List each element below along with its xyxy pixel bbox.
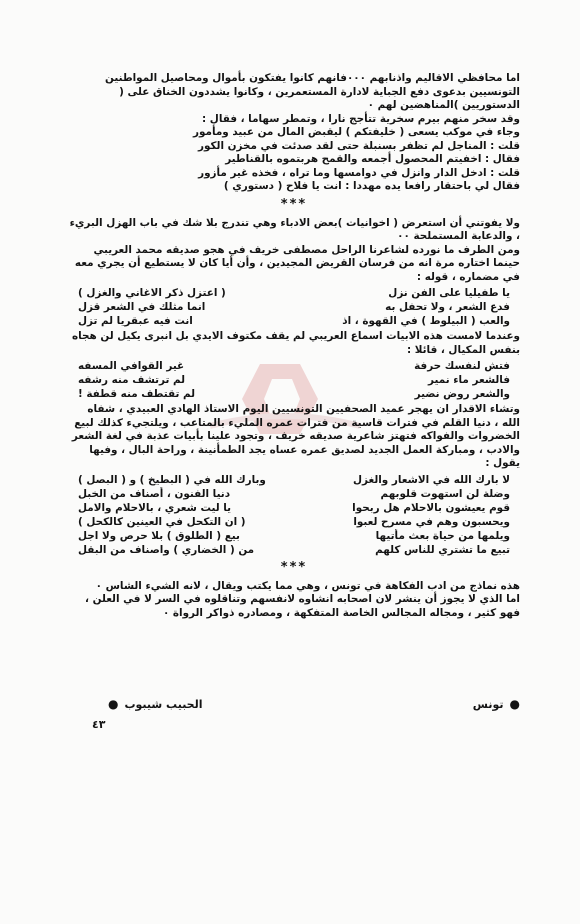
paragraph: وقد سخر منهم بيرم سخرية تتأجج نارا ، وتمطر سهاما ، فقال : — [202, 112, 520, 125]
paragraph: ومن الطرف ما نورده لشاعرنا الراحل مصطفى خريف في هجو صديقه محمد العريبي حينما اختاره مرة انه من فرسان القريض المجيدين ، وأن أيا كان لا يستطيع أن يجري معه في مضماره ، قوله : — [74, 243, 520, 283]
hemistich-first: تبيع ما تشتري للناس كلهم — [375, 543, 510, 556]
location-label: تونس — [472, 698, 504, 711]
paragraph: وجاء في موكب يسعى ( خليفتكم ) ليقبض المال من عبيد ومأمور — [193, 126, 520, 138]
hemistich-first: ويلمها من حياة بعث مأتيها — [375, 529, 510, 542]
section-separator: *** — [280, 196, 308, 212]
hemistich-first: وضلة لن استهوت قلوبهم — [380, 487, 510, 500]
paragraph: هذه نماذج من ادب الفكاهة في تونس ، وهي مما يكتب ويقال ، لانه الشيء الشاس ٠ — [95, 579, 520, 592]
hemistich-first: والشعر روض نضير — [414, 388, 510, 400]
paragraph: فقال : اخفيتم المحصول أجمعه والقمح هربتموه بالقناطير — [225, 153, 520, 165]
hemistich-first: فتش لنفسك حرفة — [414, 360, 510, 372]
hemistich-first: والعب ( البيلوط ) في القهوة ، اذ — [342, 315, 510, 327]
paragraph: قلت : المناجل لم تظفر بسنبلة حتى لقد صدئت في مخزن الكور — [198, 139, 520, 152]
paragraph: فقال لي باحتقار رافعا يده مهددا : انت يا فلاح ( دستوري ) — [223, 180, 520, 192]
section-separator: *** — [280, 559, 308, 575]
paragraph: وتشاء الاقدار ان يهجر عميد الصحفيين التونسيين اليوم الاستاذ الهادي العبيدي ، شفاه الله ، دنيا القلم في فترات قاسية من فترات عمره المليء بالمتاعب ، ويلتجيء كذلك لبيع الخضروات والفواكه فتهتز شاعرية صديقه خريف ، وتجود علينا بأبيات عذبة في لغة الشعر والادب ، ومباركة العمل الجديد لصديق عمره عساه يجد الطمأنينة ، وراحة البال ، وفيها يقول : — [71, 403, 520, 469]
hemistich-second: ( ان التكحل في العينين كالكحل ) — [78, 515, 246, 528]
hemistich-first: ويحسبون وهم في مسرح لعبوا — [353, 515, 510, 528]
hemistich-second: من ( الخضاري ) واصناف من البقل — [78, 543, 255, 556]
hemistich-second: غير القوافي المسفه — [78, 360, 185, 372]
paragraph: ولا يفوتني أن استعرض ( اخوانيات )بعض الادباء وهي تندرج بلا شك في باب الهزل البريء ، والدعابة المستملحة ٠٠ — [69, 216, 520, 242]
verse — [68, 487, 520, 501]
poem-1 — [68, 286, 520, 328]
author-name: الحبيب شيبوب — [124, 698, 203, 711]
verse — [68, 515, 520, 529]
hemistich-second: يا ليت شعري ، بالاحلام والامل — [78, 501, 232, 514]
hemistich-first: لا بارك الله في الاشعار والغزل — [353, 473, 510, 486]
hemistich-first: فدع الشعر ، ولا تحفل به — [385, 301, 510, 313]
verse — [68, 387, 520, 401]
bullet-icon: ● — [509, 697, 520, 711]
hemistich-second: لم ترتشف منه رشفه — [78, 374, 186, 386]
hemistich-second: ( اعتزل ذكر الاغاني والغزل ) — [78, 287, 226, 299]
verse — [68, 286, 520, 300]
hemistich-first: قوم يعيشون بالاحلام هل ربحوا — [352, 501, 510, 514]
bullet-icon: ● — [108, 697, 119, 711]
hemistich-second: دنيا الفنون ، أصناف من الخبل — [78, 487, 231, 500]
page-number: ٤٣ — [92, 718, 106, 731]
hemistich-second: انت فيه عبقريا لم تزل — [78, 315, 193, 327]
paragraph: وعندما لامست هذه الابيات اسماع العريبي لم يقف مكتوف الايدي بل انبرى يكيل لن هجاه بنفس المكيال ، قائلا : — [72, 330, 520, 356]
hemistich-second: انما مثلك في الشعر قزل — [78, 301, 206, 313]
paragraph: اما محافظي الاقاليم واذنابهم ٠٠٠فانهم كانوا يفتكون بأموال ومحاصيل المواطنين التونسيين بدعوى دفع الجباية لادارة المستعمرين ، وكانوا يشددون الخناق على ( الدستوريين )المناهضين لهم ٠ — [105, 72, 520, 111]
verse — [68, 314, 520, 328]
footer-location — [473, 697, 520, 711]
paragraph: قلت : ادخل الدار وانزل في دوامسها وما تراه ، فخذه غير مأزور — [198, 166, 520, 179]
verse — [68, 359, 520, 373]
footer-author — [108, 697, 203, 711]
hemistich-second: بيع ( الطلوق ) بلا حرص ولا اجل — [78, 529, 240, 542]
verse — [68, 501, 520, 515]
verse — [68, 543, 520, 557]
hemistich-second: وبارك الله في ( البطيخ ) و ( البصل ) — [78, 473, 266, 486]
verse — [68, 473, 520, 487]
verse — [68, 529, 520, 543]
article-body — [68, 72, 520, 620]
verse — [68, 300, 520, 314]
verse — [68, 373, 520, 387]
hemistich-first: يا طفيليا على الفن نزل — [388, 287, 510, 299]
poem-3 — [68, 473, 520, 557]
paragraph: اما الذي لا يجوز أن ينشر لان اصحابه انشاوه لانفسهم وتناقلوه في السر لا في العلن ، فهو كثير ، ومجاله المجالس الخاصة المتفكهة ، ومصادره ذواكر الرواة ٠ — [85, 593, 520, 619]
hemistich-first: فالشعر ماء نمير — [428, 374, 510, 386]
article-footer — [108, 697, 520, 711]
hemistich-second: لم تقتطف منه قطفة ! — [78, 388, 196, 400]
poem-2 — [68, 359, 520, 401]
